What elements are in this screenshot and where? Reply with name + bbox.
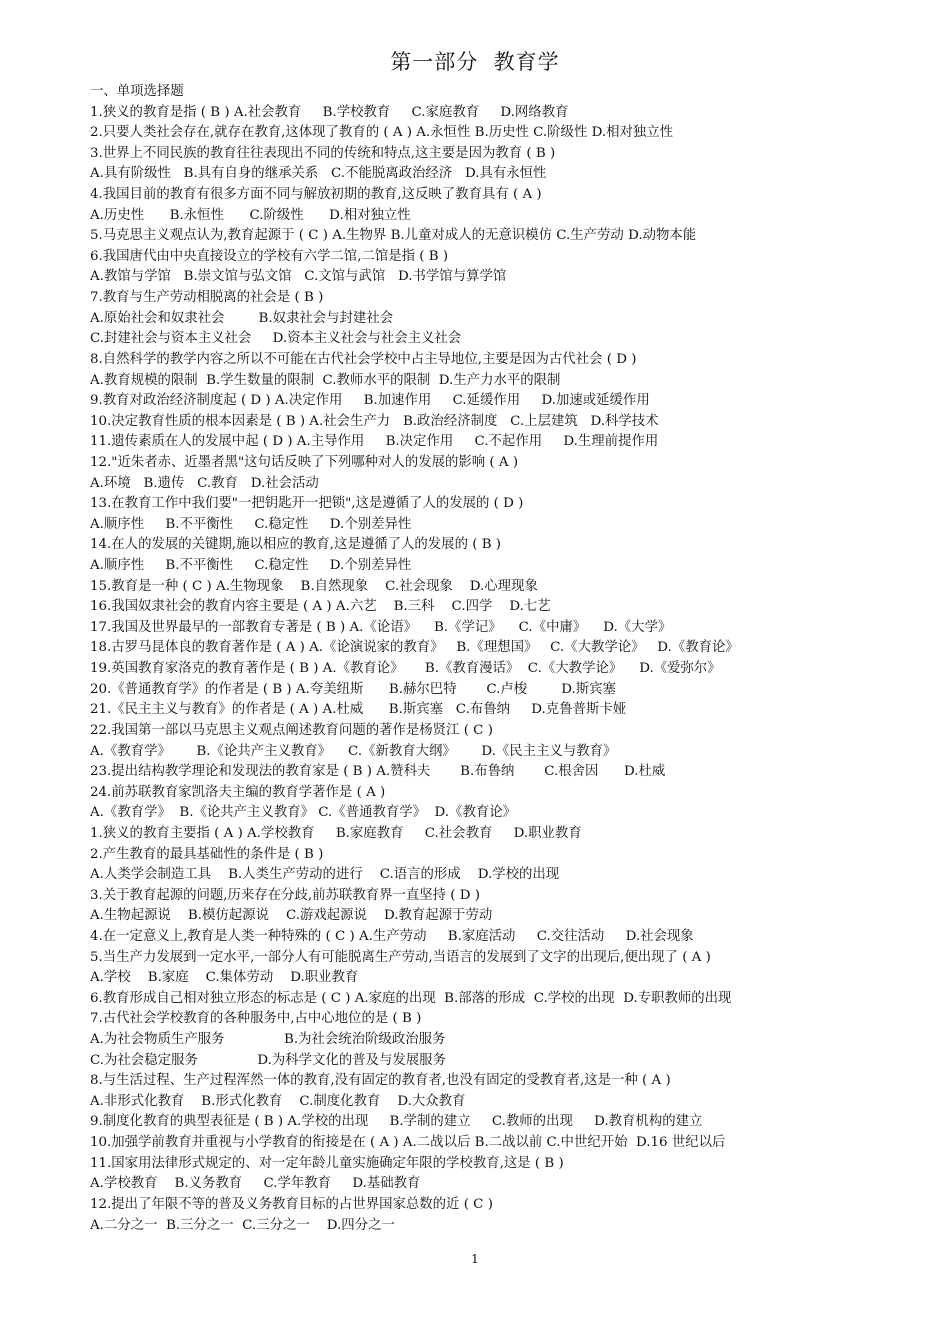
- text-line: 4.在一定意义上,教育是人类一种特殊的 ( C ) A.生产劳动 B.家庭活动 C.交往活动 D.社会现象: [90, 928, 694, 944]
- text-line: 24.前苏联教育家凯洛夫主编的教育学著作是 ( A ): [90, 784, 386, 800]
- text-line: 6.教育形成自己相对独立形态的标志是 ( C ) A.家庭的出现 B.部落的形成 C.学校的出现 D.专职教师的出现: [90, 990, 732, 1006]
- text-line: 12.提出了年限不等的普及义务教育目标的占世界国家总数的近 ( C ): [90, 1196, 493, 1212]
- text-line: 1.狭义的教育主要指 ( A ) A.学校教育 B.家庭教育 C.社会教育 D.职业教育: [90, 825, 582, 841]
- text-line: A.学校教育 B.义务教育 C.学年教育 D.基础教育: [90, 1176, 421, 1192]
- text-line: A.学校 B.家庭 C.集体劳动 D.职业教育: [90, 970, 359, 986]
- text-line: 10.加强学前教育并重视与小学教育的衔接是在 ( A ) A.二战以后 B.二战以前 C.中世纪开始 D.16 世纪以后: [90, 1135, 726, 1151]
- text-line: 15.教育是一种 ( C ) A.生物现象 B.自然现象 C.社会现象 D.心理现象: [90, 578, 538, 594]
- text-line: 7.教育与生产劳动相脱离的社会是 ( B ): [90, 290, 324, 306]
- text-line: A.教馆与学馆 B.崇文馆与弘文馆 C.文馆与武馆 D.书学馆与算学馆: [90, 269, 507, 285]
- text-line: A.顺序性 B.不平衡性 C.稳定性 D.个别差异性: [90, 558, 412, 574]
- text-line: 19.英国教育家洛克的教育著作是 ( B ) A.《教育论》 B.《教育漫话》 C.《大教学论》 D.《爱弥尔》: [90, 661, 721, 677]
- text-line: 6.我国唐代由中央直接设立的学校有六学二馆,二馆是指 ( B ): [90, 248, 449, 264]
- page-title: 第一部分 教育学: [390, 50, 560, 74]
- text-line: A.环境 B.遗传 C.教育 D.社会活动: [90, 475, 319, 491]
- text-line: 20.《普通教育学》的作者是 ( B ) A.夸美纽斯 B.赫尔巴特 C.卢梭 D.斯宾塞: [90, 681, 616, 697]
- text-line: 2.产生教育的最具基础性的条件是 ( B ): [90, 846, 324, 862]
- text-line: 23.提出结构教学理论和发现法的教育家是 ( B ) A.赞科夫 B.布鲁纳 C.根舍因 D.杜威: [90, 764, 666, 780]
- text-line: 16.我国奴隶社会的教育内容主要是 ( A ) A.六艺 B.三科 C.四学 D.七艺: [90, 599, 551, 615]
- text-line: 4.我国目前的教育有很多方面不同与解放初期的教育,这反映了教育具有 ( A ): [90, 187, 542, 203]
- text-line: A.具有阶级性 B.具有自身的继承关系 C.不能脱离政治经济 D.具有永恒性: [90, 166, 547, 182]
- text-line: 11.遗传素质在人的发展中起 ( D ) A.主导作用 B.决定作用 C.不起作用 D.生理前提作用: [90, 434, 659, 450]
- text-line: 9.制度化教育的典型表征是 ( B ) A.学校的出现 B.学制的建立 C.教师的出现 D.教育机构的建立: [90, 1114, 703, 1130]
- text-line: A.顺序性 B.不平衡性 C.稳定性 D.个别差异性: [90, 516, 412, 532]
- text-line: 8.与生活过程、生产过程浑然一体的教育,没有固定的教育者,也没有固定的受教育者,这是一种 ( A ): [90, 1073, 671, 1089]
- text-line: 14.在人的发展的关键期,施以相应的教育,这是遵循了人的发展的 ( B ): [90, 537, 502, 553]
- text-line: 13.在教育工作中我们要"一把钥匙开一把锁",这是遵循了人的发展的 ( D ): [90, 496, 524, 512]
- text-line: 一、单项选择题: [90, 84, 184, 99]
- text-line: 8.自然科学的教学内容之所以不可能在古代社会学校中占主导地位,主要是因为古代社会 ( D ): [90, 351, 637, 367]
- text-line: A.历史性 B.永恒性 C.阶级性 D.相对独立性: [90, 207, 411, 223]
- text-line: A.人类学会制造工具 B.人类生产劳动的进行 C.语言的形成 D.学校的出现: [90, 867, 560, 883]
- text-line: A.《教育学》 B.《论共产主义教育》 C.《普通教育学》 D.《教育论》: [90, 805, 516, 821]
- text-line: 9.教育对政治经济制度起 ( D ) A.决定作用 B.加速作用 C.延缓作用 D.加速或延缓作用: [90, 393, 650, 409]
- question-list: [90, 82, 890, 1236]
- text-line: C.封建社会与资本主义社会 D.资本主义社会与社会主义社会: [90, 331, 462, 347]
- text-line: C.为社会稳定服务 D.为科学文化的普及与发展服务: [90, 1052, 446, 1068]
- text-line: 5.马克思主义观点认为,教育起源于 ( C ) A.生物界 B.儿童对成人的无意识模仿 C.生产劳动 D.动物本能: [90, 228, 697, 244]
- text-line: 17.我国及世界最早的一部教育专著是 ( B ) A.《论语》 B.《学记》 C.《中庸》 D.《大学》: [90, 619, 672, 635]
- text-line: 11.国家用法律形式规定的、对一定年龄儿童实施确定年限的学校教育,这是 ( B ): [90, 1155, 564, 1171]
- text-line: 21.《民主主义与教育》的作者是 ( A ) A.杜威 B.斯宾塞 C.布鲁纳 D.克鲁普斯卡娅: [90, 702, 627, 718]
- text-line: A.《教育学》 B.《论共产主义教育》 C.《新教育大纲》 D.《民主主义与教育》: [90, 743, 617, 759]
- text-line: 18.古罗马昆体良的教育著作是 ( A ) A.《论演说家的教育》 B.《理想国》 C.《大教学论》 D.《教育论》: [90, 640, 739, 656]
- text-line: 3.世界上不同民族的教育往往表现出不同的传统和特点,这主要是因为教育 ( B ): [90, 145, 556, 161]
- page-number: 1: [471, 1252, 479, 1266]
- text-line: 7.古代社会学校教育的各种服务中,占中心地位的是 ( B ): [90, 1011, 422, 1027]
- text-line: 3.关于教育起源的问题,历来存在分歧,前苏联教育界一直坚持 ( D ): [90, 887, 481, 903]
- text-line: A.原始社会和奴隶社会 B.奴隶社会与封建社会: [90, 310, 394, 326]
- text-line: A.二分之一 B.三分之一 C.三分之一 D.四分之一: [90, 1217, 395, 1233]
- text-line: 10.决定教育性质的根本因素是 ( B ) A.社会生产力 B.政治经济制度 C.上层建筑 D.科学技术: [90, 413, 659, 429]
- text-line: A.教育规模的限制 B.学生数量的限制 C.教师水平的限制 D.生产力水平的限制: [90, 372, 561, 388]
- text-line: A.为社会物质生产服务 B.为社会统治阶级政治服务: [90, 1032, 446, 1048]
- text-line: 12."近朱者赤、近墨者黑"这句话反映了下列哪种对人的发展的影响 ( A ): [90, 454, 519, 470]
- text-line: 1.狭义的教育是指 ( B ) A.社会教育 B.学校教育 C.家庭教育 D.网络教育: [90, 104, 569, 120]
- text-line: A.生物起源说 B.模仿起源说 C.游戏起源说 D.教育起源于劳动: [90, 908, 493, 924]
- text-line: 2.只要人类社会存在,就存在教育,这体现了教育的 ( A ) A.永恒性 B.历史性 C.阶级性 D.相对独立性: [90, 125, 674, 141]
- text-line: A.非形式化教育 B.形式化教育 C.制度化教育 D.大众教育: [90, 1093, 466, 1109]
- text-line: 5.当生产力发展到一定水平,一部分人有可能脱离生产劳动,当语言的发展到了文字的出现后,便出现了 ( A ): [90, 949, 711, 965]
- text-line: 22.我国第一部以马克思主义观点阐述教育问题的著作是杨贤江 ( C ): [90, 722, 493, 738]
